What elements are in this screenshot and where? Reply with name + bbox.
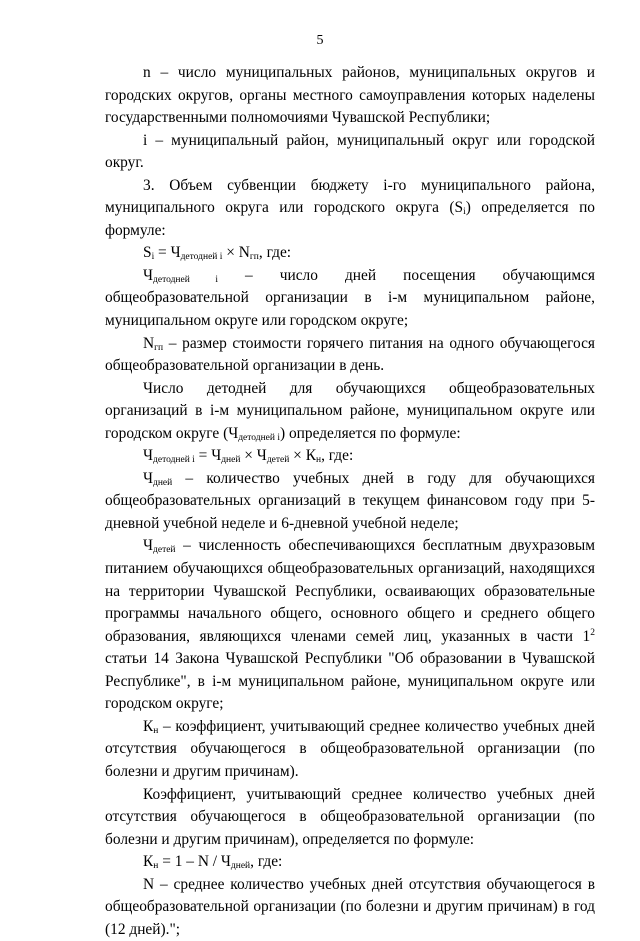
definition-absence: N – среднее количество учебных дней отсутствия обучающегося в общеобразовательной организации (по болезни и другим причинам) в год (12 дней)."; [105,875,595,938]
document-body [105,62,595,941]
definition-days: $Ч_{дней}$ – количество учебных дней в году для обучающихся общеобразовательных организаций в текущем финансовом году при 5-дневной учебной неделе и 6-дневной учебной неделе; [105,469,595,532]
childdays-paragraph: Число детодней для обучающихся общеобразовательных организаций в i-м муниципальном районе, муниципальном округе или городском округе $(Ч_{детодней i})$ определяется по формуле: [105,379,595,443]
definition-children: $Ч_{детей}$ – численность обеспечивающихся бесплатным двухразовым питанием обучающихся общеобразовательных организаций, находящихся на территории Чувашской Республики, осваивающих образовательные программы начального общего, основного общего и среднего общего образования, являющихся членами семей лиц, указанных в части $1^2$ статьи 14 Закона Чувашской Республики "Об образовании в Чувашской Республике", в i-м муниципальном районе, муниципальном округе или городском округе; [105,537,595,713]
definition-n: n – число муниципальных районов, муниципальных округов и городских округов, органы местного самоуправления которых наделены государственными полномочиями Чувашской Республики; [105,64,595,127]
definition-meal-cost: $N_{гп}$ – размер стоимости горячего питания на одного обучающегося общеобразовательной организации в день. [105,334,595,375]
formula-subvention: $S_i = Ч_{детодней i} \times N_{гп}$, где: [143,244,292,263]
definition-coefficient: $К_н$ – коэффициент, учитывающий среднее количество учебных дней отсутствия обучающегося в общеобразовательной организации (по болезни и другим причинам). [105,717,595,780]
coefficient-paragraph: Коэффициент, учитывающий среднее количество учебных дней отсутствия обучающегося в общеобразовательной организации (по болезни и другим причинам), определяется по формуле: [105,785,595,848]
clause-3: 3. Объем субвенции бюджету i-го муниципального района, муниципального округа или городского округа $(S_i)$ определяется по формуле: [105,176,596,239]
formula-coefficient: $К_н = 1 - N / Ч_{дней}$, где: [143,853,283,872]
formula-childdays: $Ч_{детодней i} = Ч_{дней} \times Ч_{детей} \times К_н$, где: [143,447,354,466]
definition-i: i – муниципальный район, муниципальный округ или городской округ. [105,131,595,172]
page-number: 5 [316,33,324,48]
definition-childdays: $Ч_{детодней i}$ – число дней посещения обучающимся общеобразовательной организации в i-м муниципальном районе, муниципальном округе или городском округе; [105,266,595,330]
